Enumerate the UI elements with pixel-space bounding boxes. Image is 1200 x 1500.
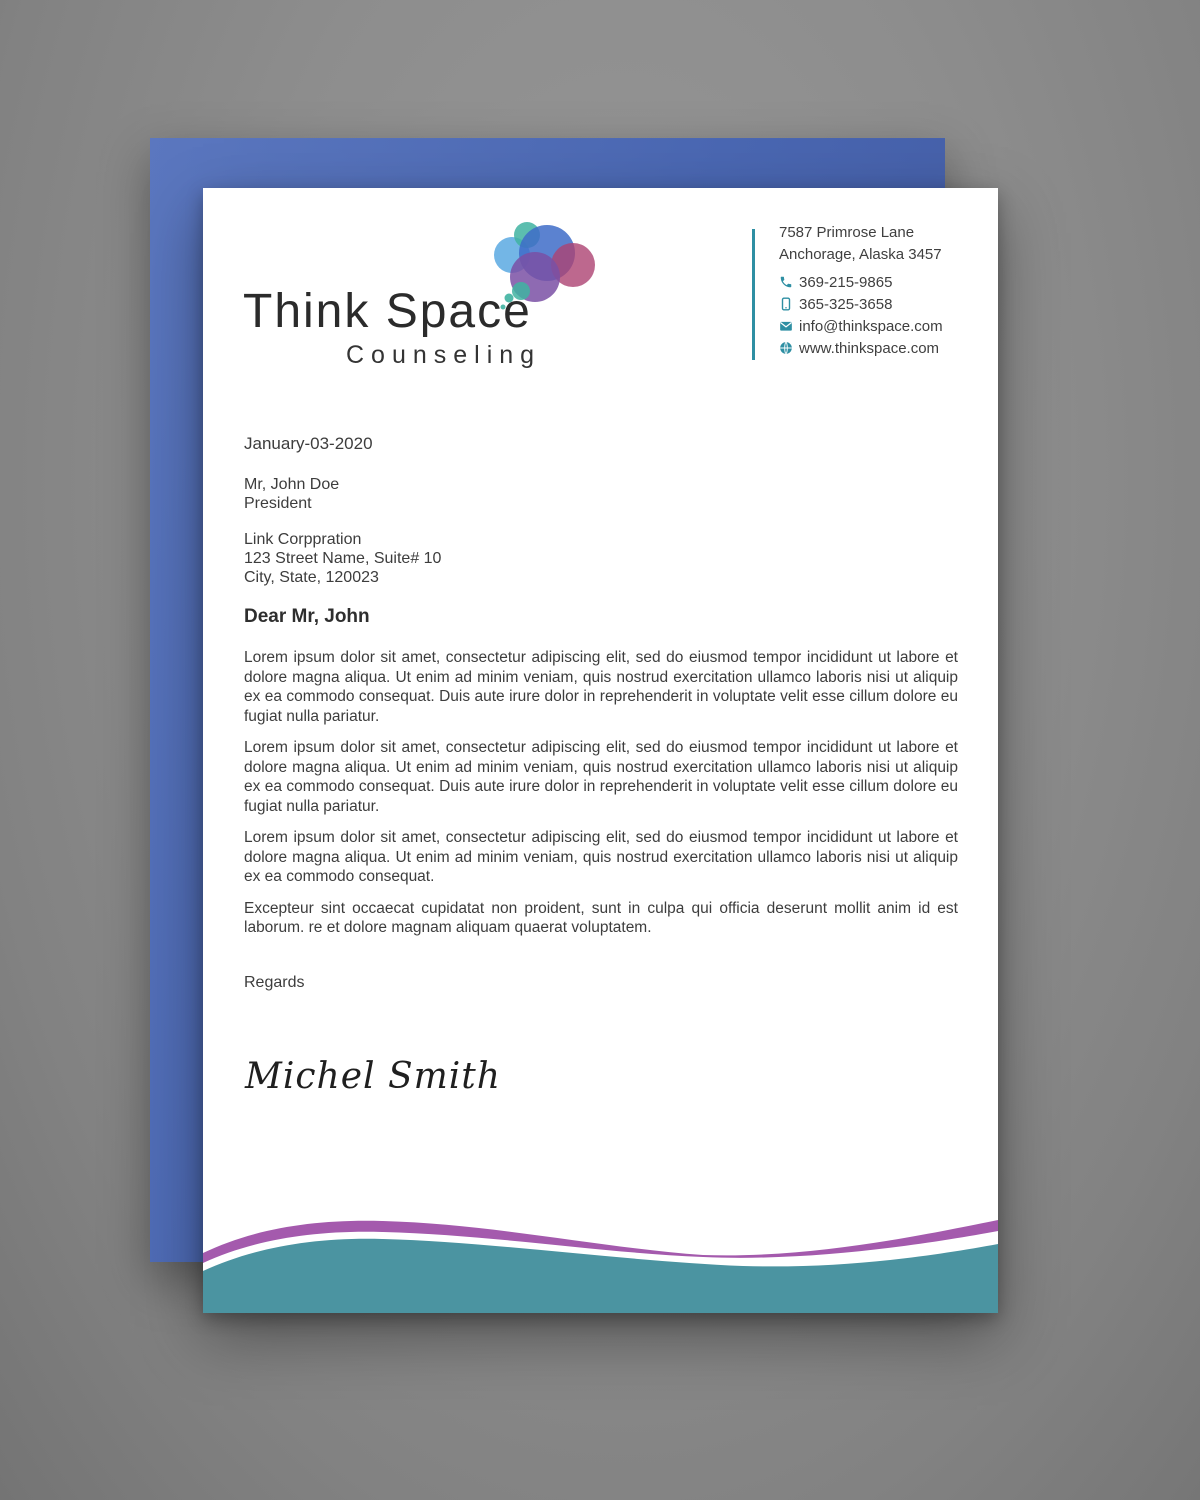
globe-icon xyxy=(779,341,793,355)
email-address: info@thinkspace.com xyxy=(799,317,943,335)
contact-rows xyxy=(779,271,984,359)
footer-wave xyxy=(203,1163,998,1313)
website-row xyxy=(779,337,984,359)
letter-body xyxy=(244,648,958,950)
contact-block xyxy=(779,222,984,359)
contact-divider xyxy=(752,229,755,360)
envelope-icon xyxy=(779,319,793,333)
company-street: 123 Street Name, Suite# 10 xyxy=(244,550,442,567)
salutation: Dear Mr, John xyxy=(244,606,370,627)
body-paragraph: Lorem ipsum dolor sit amet, consectetur adipiscing elit, sed do eiusmod tempor incididunt ut labore et dolore magna aliqua. Ut enim ad minim veniam, quis nostrud exercitation ullamco laboris nisi ut aliquip ex ea commodo consequat. Duis aute irure dolor in reprehenderit in voluptate velit esse cillum dolore eu fugiat nulla pariatur. xyxy=(244,649,958,725)
email-row xyxy=(779,315,984,337)
mobile-icon xyxy=(779,297,793,311)
recipient-block xyxy=(244,475,339,513)
footer-wave-graphic xyxy=(203,1163,998,1313)
company-block xyxy=(244,530,441,587)
brand-tagline: Counseling xyxy=(346,341,542,369)
body-paragraph: Lorem ipsum dolor sit amet, consectetur adipiscing elit, sed do eiusmod tempor incididunt ut labore et dolore magna aliqua. Ut enim ad minim veniam, quis nostrud exercitation ullamco laboris nisi ut aliquip ex ea commodo consequat. Duis aute irure dolor in reprehenderit in voluptate velit esse cillum dolore eu fugiat nulla pariatur. xyxy=(244,739,958,815)
letter-date: January-03-2020 xyxy=(244,434,373,453)
recipient-name: Mr, John Doe xyxy=(244,476,340,493)
body-paragraph: Lorem ipsum dolor sit amet, consectetur adipiscing elit, sed do eiusmod tempor incididunt ut labore et dolore magna aliqua. Ut enim ad minim veniam, quis nostrud exercitation ullamco laboris nisi ut aliquip ex ea commodo consequat. xyxy=(244,829,958,885)
phone-row xyxy=(779,271,984,293)
phone-icon xyxy=(779,275,793,289)
website-url: www.thinkspace.com xyxy=(799,339,940,357)
address-line-1: 7587 Primrose Lane xyxy=(779,224,915,241)
signature: Michel Smith xyxy=(245,1056,501,1097)
letterhead-page xyxy=(203,188,998,1313)
closing-line: Regards xyxy=(244,974,305,991)
body-paragraph: Excepteur sint occaecat cupidatat non proident, sunt in culpa qui officia deserunt mollit anim id est laborum. re et dolore magnam aliquam quaerat voluptatem. xyxy=(244,899,958,936)
brand-name: Think Space xyxy=(243,285,532,338)
company-name: Link Corppration xyxy=(244,531,362,548)
mobile-number: 365-325-3658 xyxy=(799,295,893,313)
recipient-title: President xyxy=(244,495,312,512)
phone-number: 369-215-9865 xyxy=(799,273,893,291)
mobile-row xyxy=(779,293,984,315)
company-city: City, State, 120023 xyxy=(244,569,379,586)
address-line-2: Anchorage, Alaska 3457 xyxy=(779,246,942,263)
